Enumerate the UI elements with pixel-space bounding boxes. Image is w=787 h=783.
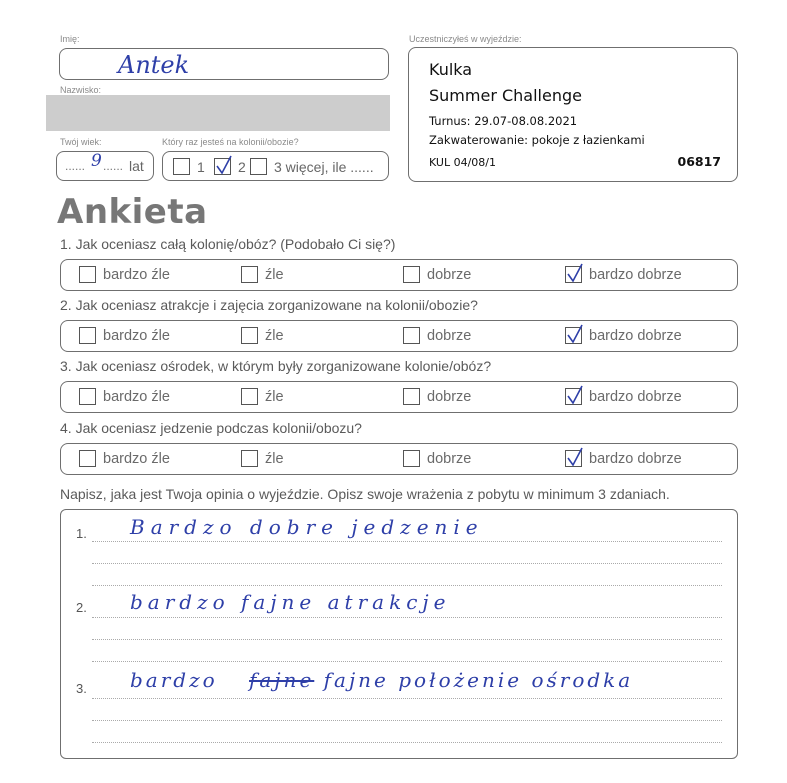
age-field[interactable] — [56, 151, 154, 181]
option-label: bardzo dobrze — [589, 266, 682, 283]
name-label: Imię: — [60, 34, 80, 44]
question-2-option-1[interactable] — [79, 327, 170, 344]
opinion-prompt: Napisz, jaka jest Twoja opinia o wyjeździe. Opisz swoje wrażenia z pobytu w minimum 3 zdaniach. — [60, 486, 670, 502]
check-icon — [566, 263, 584, 283]
question-3-option-1[interactable] — [79, 388, 170, 405]
checkbox[interactable] — [241, 450, 258, 467]
visit-option-1-label: 1 — [197, 158, 205, 175]
question-4-option-3[interactable] — [403, 450, 471, 467]
visit-option-3[interactable] — [250, 158, 374, 175]
question-4-option-1[interactable] — [79, 450, 170, 467]
checkbox-checked[interactable] — [565, 327, 582, 344]
age-label: Twój wiek: — [60, 137, 102, 147]
camp-accommodation: Zakwaterowanie: pokoje z łazienkami — [429, 133, 645, 147]
question-1-option-1[interactable] — [79, 266, 170, 283]
checkbox[interactable] — [403, 327, 420, 344]
option-label: dobrze — [427, 327, 472, 344]
check-icon — [566, 324, 584, 344]
writing-line — [92, 563, 722, 564]
age-prefix-dots: ...... — [65, 159, 86, 173]
option-label: źle — [265, 266, 284, 283]
opinion-box[interactable] — [60, 509, 738, 759]
writing-line — [92, 541, 722, 542]
question-2-option-4[interactable] — [565, 327, 682, 344]
option-label: źle — [265, 450, 284, 467]
checkbox-checked[interactable] — [565, 266, 582, 283]
writing-line — [92, 698, 722, 699]
age-value: 9 — [91, 151, 102, 171]
checkbox[interactable] — [173, 158, 190, 175]
camp-number: 06817 — [677, 154, 721, 169]
writing-line — [92, 720, 722, 721]
checkbox[interactable] — [241, 327, 258, 344]
camp-name: Kulka — [429, 60, 473, 79]
checkbox-checked[interactable] — [565, 450, 582, 467]
question-4-text: 4. Jak oceniasz jedzenie podczas kolonii/obozu? — [60, 420, 362, 436]
checkbox[interactable] — [241, 266, 258, 283]
checkbox[interactable] — [79, 327, 96, 344]
entry-3-text-before: bardzo — [130, 668, 218, 692]
entry-2-number: 2. — [76, 600, 87, 615]
question-1-options — [60, 259, 738, 291]
checkbox[interactable] — [79, 388, 96, 405]
writing-line — [92, 661, 722, 662]
option-label: dobrze — [427, 450, 472, 467]
option-label: bardzo źle — [103, 388, 170, 405]
question-1-option-2[interactable] — [241, 266, 284, 283]
question-1-option-3[interactable] — [403, 266, 471, 283]
writing-line — [92, 639, 722, 640]
entry-1-number: 1. — [76, 526, 87, 541]
camp-info-box — [408, 47, 738, 182]
checkbox[interactable] — [79, 266, 96, 283]
option-label: bardzo dobrze — [589, 450, 682, 467]
camp-program: Summer Challenge — [429, 86, 582, 105]
camp-code: KUL 04/08/1 — [429, 156, 496, 169]
question-4-option-2[interactable] — [241, 450, 284, 467]
question-3-option-2[interactable] — [241, 388, 284, 405]
visit-option-2[interactable] — [214, 158, 246, 175]
surname-label: Nazwisko: — [60, 85, 102, 95]
check-icon — [566, 385, 584, 405]
option-label: źle — [265, 327, 284, 344]
camp-turnus: Turnus: 29.07-08.08.2021 — [429, 114, 578, 128]
question-4-option-4[interactable] — [565, 450, 682, 467]
question-3-option-4[interactable] — [565, 388, 682, 405]
visit-option-1[interactable] — [173, 158, 205, 175]
visit-field — [162, 151, 389, 181]
visit-label: Który raz jesteś na kolonii/obozie? — [162, 137, 299, 147]
age-suffix-dots: ...... — [103, 159, 124, 173]
question-3-option-3[interactable] — [403, 388, 471, 405]
name-field[interactable] — [59, 48, 389, 80]
entry-2-text: bardzo fajne atrakcje — [130, 590, 451, 614]
writing-line — [92, 742, 722, 743]
option-label: bardzo dobrze — [589, 388, 682, 405]
checkbox[interactable] — [79, 450, 96, 467]
visit-option-2-label: 2 — [238, 158, 246, 175]
option-label: bardzo źle — [103, 327, 170, 344]
option-label: dobrze — [427, 388, 472, 405]
option-label: bardzo dobrze — [589, 327, 682, 344]
question-2-options — [60, 320, 738, 352]
checkbox-checked[interactable] — [565, 388, 582, 405]
entry-1-text: Bardzo dobre jedzenie — [130, 515, 484, 539]
question-3-text: 3. Jak oceniasz ośrodek, w którym były zorganizowane kolonie/obóz? — [60, 358, 492, 374]
check-icon — [215, 155, 233, 175]
check-icon — [566, 447, 584, 467]
question-1-option-4[interactable] — [565, 266, 682, 283]
option-label: źle — [265, 388, 284, 405]
checkbox-checked[interactable] — [214, 158, 231, 175]
entry-3-text — [130, 668, 633, 692]
question-3-options — [60, 381, 738, 413]
question-2-option-3[interactable] — [403, 327, 471, 344]
writing-line — [92, 617, 722, 618]
checkbox[interactable] — [403, 450, 420, 467]
question-4-options — [60, 443, 738, 475]
question-1-text: 1. Jak oceniasz całą kolonię/obóz? (Podobało Ci się?) — [60, 236, 396, 252]
entry-3-text-after: fajne położenie ośrodka — [323, 668, 634, 692]
age-unit: lat — [129, 158, 144, 174]
option-label: dobrze — [427, 266, 472, 283]
question-2-option-2[interactable] — [241, 327, 284, 344]
entry-3-strikethrough: fajne — [249, 668, 315, 692]
writing-line — [92, 585, 722, 586]
survey-title: Ankieta — [57, 192, 208, 232]
question-2-text: 2. Jak oceniasz atrakcje i zajęcia zorganizowane na kolonii/obozie? — [60, 297, 478, 313]
camp-label: Uczestniczyłeś w wyjeździe: — [409, 34, 522, 44]
entry-3-number: 3. — [76, 681, 87, 696]
checkbox[interactable] — [403, 388, 420, 405]
checkbox[interactable] — [250, 158, 267, 175]
name-value: Antek — [118, 51, 190, 79]
option-label: bardzo źle — [103, 266, 170, 283]
checkbox[interactable] — [403, 266, 420, 283]
visit-option-3-label: 3 więcej, ile ...... — [274, 158, 374, 175]
checkbox[interactable] — [241, 388, 258, 405]
option-label: bardzo źle — [103, 450, 170, 467]
surname-redaction — [46, 95, 390, 131]
